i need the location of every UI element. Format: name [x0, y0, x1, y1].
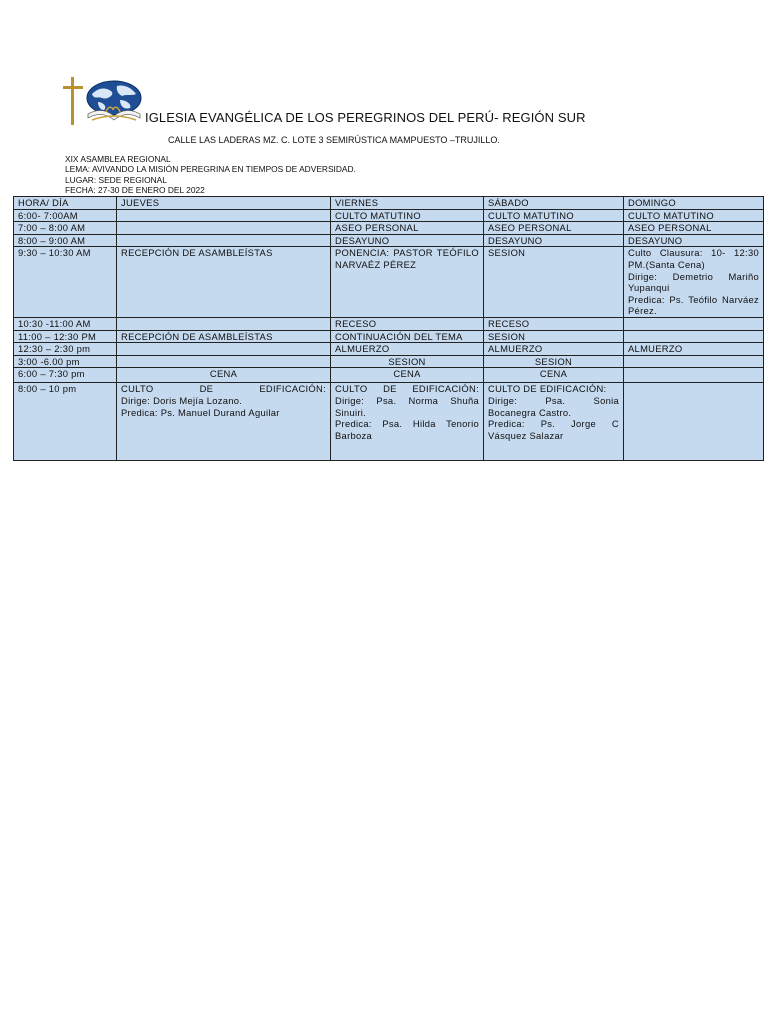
time-cell: 8:00 – 9:00 AM — [14, 234, 117, 247]
sabado-cell: ALMUERZO — [484, 343, 624, 356]
cross-and-globe-logo-icon — [62, 76, 144, 126]
domingo-cell — [624, 247, 764, 318]
header-cell: JUEVES — [117, 197, 331, 210]
sabado-cell: SESION — [484, 247, 624, 318]
jueves-line: Predica: Ps. Manuel Durand Aguilar — [121, 406, 280, 418]
viernes-cell: CULTO MATUTINO — [331, 209, 484, 222]
header-cell: VIERNES — [331, 197, 484, 210]
header-cell: SÁBADO — [484, 197, 624, 210]
table-row — [14, 234, 764, 247]
jueves-cell — [117, 343, 331, 356]
table-row — [14, 343, 764, 356]
table-row — [14, 209, 764, 222]
time-cell: 3:00 -6.00 pm — [14, 355, 117, 368]
viernes-cell: PONENCIA: PASTOR TEÓFILO NARVAÉZ PÉREZ — [331, 247, 484, 318]
address-line: CALLE LAS LADERAS MZ. C. LOTE 3 SEMIRÚSTICA MAMPUESTO –TRUJILLO. — [168, 135, 500, 145]
sabado-cell: RECESO — [484, 317, 624, 330]
table-row — [14, 330, 764, 343]
viernes-cell: CENA — [331, 368, 484, 383]
sabado-cell: CULTO MATUTINO — [484, 209, 624, 222]
org-title: IGLESIA EVANGÉLICA DE LOS PEREGRINOS DEL PERÚ- REGIÓN SUR — [145, 110, 586, 125]
jueves-line: Dirige: Doris Mejía Lozano. — [121, 394, 243, 406]
viernes-cell: ALMUERZO — [331, 343, 484, 356]
domingo-cell — [624, 383, 764, 461]
time-cell: 12:30 – 2:30 pm — [14, 343, 117, 356]
domingo-line: Dirige: Demetrio Mariño Yupanqui — [628, 270, 759, 294]
event-line: LEMA: AVIVANDO LA MISIÓN PEREGRINA EN TIEMPOS DE ADVERSIDAD. — [65, 164, 356, 175]
jueves-cell — [117, 383, 331, 461]
sabado-line: Dirige: Psa. Sonia Bocanegra Castro. — [488, 394, 619, 418]
jueves-cell — [117, 209, 331, 222]
viernes-line: Predica: Psa. Hilda Tenorio Barboza — [335, 418, 479, 441]
table-row — [14, 368, 764, 383]
time-cell: 7:00 – 8:00 AM — [14, 222, 117, 235]
table-row — [14, 222, 764, 235]
header-cell: HORA/ DÍA — [14, 197, 117, 210]
event-line: LUGAR: SEDE REGIONAL — [65, 174, 167, 185]
time-cell: 8:00 – 10 pm — [14, 383, 117, 461]
sabado-cell: DESAYUNO — [484, 234, 624, 247]
domingo-cell: ASEO PERSONAL — [624, 222, 764, 235]
time-cell: 9:30 – 10:30 AM — [14, 247, 117, 318]
table-row — [14, 355, 764, 368]
domingo-cell: DESAYUNO — [624, 234, 764, 247]
jueves-cell: RECEPCIÓN DE ASAMBLEÍSTAS — [117, 330, 331, 343]
domingo-cell: ALMUERZO — [624, 343, 764, 356]
time-cell: 6:00 – 7:30 pm — [14, 368, 117, 383]
domingo-cell: CULTO MATUTINO — [624, 209, 764, 222]
table-row — [14, 317, 764, 330]
viernes-line: CULTO DE EDIFICACIÓN: — [335, 383, 479, 395]
table-row — [14, 383, 764, 461]
viernes-cell: SESION — [331, 355, 484, 368]
jueves-cell — [117, 317, 331, 330]
sabado-cell: SESION — [484, 355, 624, 368]
viernes-line: Dirige: Psa. Norma Shuña Sinuiri. — [335, 394, 479, 418]
viernes-cell: ASEO PERSONAL — [331, 222, 484, 235]
domingo-cell — [624, 355, 764, 368]
viernes-cell: RECESO — [331, 317, 484, 330]
sabado-cell: ASEO PERSONAL — [484, 222, 624, 235]
time-cell: 6:00- 7:00AM — [14, 209, 117, 222]
table-header-row — [14, 197, 764, 210]
time-cell: 11:00 – 12:30 PM — [14, 330, 117, 343]
jueves-cell — [117, 234, 331, 247]
sabado-line: CULTO DE EDIFICACIÓN: — [488, 383, 607, 395]
event-line: XIX ASAMBLEA REGIONAL — [65, 154, 171, 164]
table-row — [14, 247, 764, 318]
time-cell: 10:30 -11:00 AM — [14, 317, 117, 330]
header-cell: DOMINGO — [624, 197, 764, 210]
domingo-line: Predica: Ps. Teófilo Narváez Pérez. — [628, 293, 759, 317]
jueves-line: CULTO DE EDIFICACIÓN: — [121, 383, 326, 395]
event-info — [65, 154, 356, 196]
viernes-cell — [331, 383, 484, 461]
domingo-cell — [624, 317, 764, 330]
sabado-cell: CENA — [484, 368, 624, 383]
jueves-cell: RECEPCIÓN DE ASAMBLEÍSTAS — [117, 247, 331, 318]
schedule-table — [13, 196, 764, 461]
event-line: FECHA: 27-30 DE ENERO DEL 2022 — [65, 185, 205, 196]
domingo-line: Culto Clausura: 10- 12:30 PM.(Santa Cena) — [628, 247, 759, 270]
jueves-cell: CENA — [117, 368, 331, 383]
viernes-cell: CONTINUACIÓN DEL TEMA — [331, 330, 484, 343]
domingo-cell — [624, 368, 764, 383]
sabado-line: Predica: Ps. Jorge C Vásquez Salazar — [488, 418, 619, 441]
jueves-cell — [117, 355, 331, 368]
jueves-cell — [117, 222, 331, 235]
viernes-cell: DESAYUNO — [331, 234, 484, 247]
sabado-cell — [484, 383, 624, 461]
sabado-cell: SESION — [484, 330, 624, 343]
domingo-cell — [624, 330, 764, 343]
